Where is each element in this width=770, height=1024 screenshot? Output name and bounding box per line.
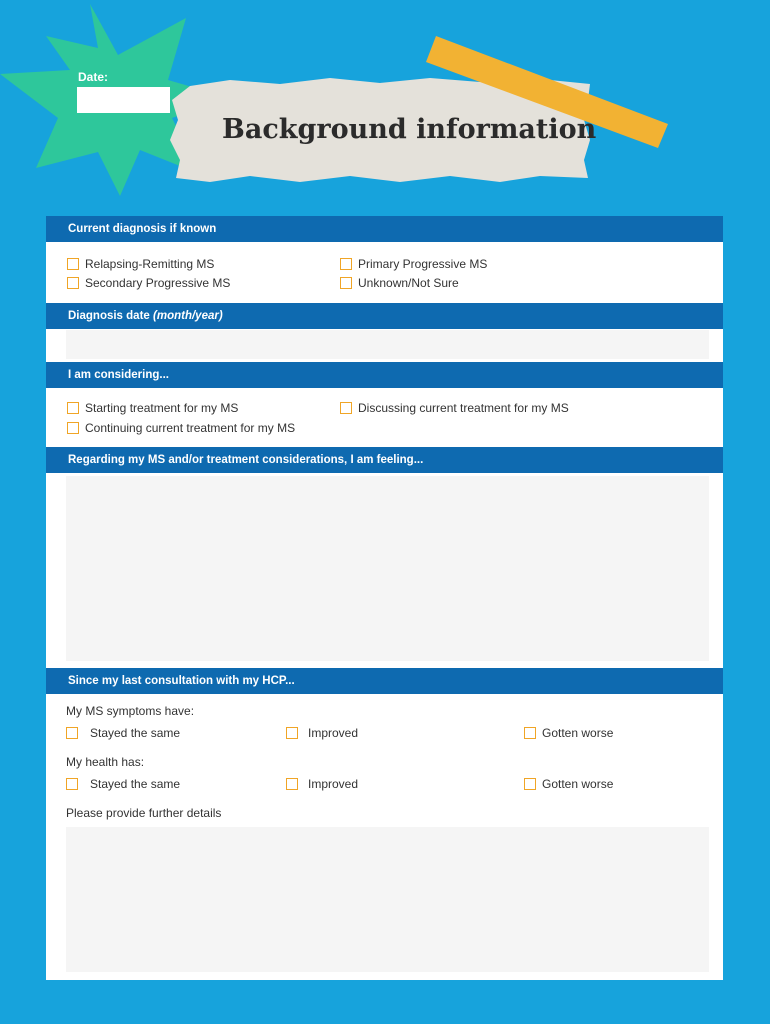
option-discussing-treatment[interactable] [340,401,569,415]
checkbox[interactable] [67,277,79,289]
checkbox[interactable] [66,727,78,739]
symptoms-gotten-worse[interactable] [524,726,613,740]
option-label: Secondary Progressive MS [85,276,231,290]
section-heading-diagnosis-date [46,303,723,329]
health-label: My health has: [66,755,145,769]
checkbox[interactable] [286,778,298,790]
option-label: Starting treatment for my MS [85,401,239,415]
checkbox[interactable] [67,402,79,414]
option-label: Primary Progressive MS [358,257,488,271]
option-label: Stayed the same [90,777,181,791]
section-heading-diagnosis: Current diagnosis if known [46,216,723,242]
health-improved[interactable] [286,777,358,791]
option-label: Improved [308,777,359,791]
symptoms-stayed-same[interactable] [66,726,180,740]
checkbox[interactable] [340,277,352,289]
checkbox[interactable] [67,258,79,270]
option-secondary-progressive[interactable] [67,276,230,290]
heading-hint: (month/year) [153,310,223,322]
option-label: Relapsing-Remitting MS [85,257,215,271]
option-label: Improved [308,726,359,740]
checkbox[interactable] [524,727,536,739]
date-label: Date: [78,70,109,84]
option-unknown[interactable] [340,276,459,290]
form-card [46,216,723,980]
page-title: Background information [222,114,597,145]
health-stayed-same[interactable] [66,777,180,791]
section-heading-since: Since my last consultation with my HCP... [46,668,723,694]
feeling-text-area[interactable] [66,476,709,661]
health-gotten-worse[interactable] [524,777,613,791]
diagnosis-date-field[interactable] [66,330,709,359]
option-primary-progressive[interactable] [340,257,487,271]
option-label: Gotten worse [542,726,614,740]
option-label: Continuing current treatment for my MS [85,421,296,435]
symptoms-label: My MS symptoms have: [66,704,195,718]
option-starting-treatment[interactable] [67,401,238,415]
option-continuing-treatment[interactable] [67,421,295,435]
checkbox[interactable] [67,422,79,434]
section-heading-feeling: Regarding my MS and/or treatment considerations, I am feeling... [46,447,723,473]
checkbox[interactable] [524,778,536,790]
checkbox[interactable] [340,402,352,414]
details-text-area[interactable] [66,827,709,972]
option-label: Stayed the same [90,726,181,740]
heading-text: Diagnosis date [68,310,150,322]
checkbox[interactable] [66,778,78,790]
option-label: Discussing current treatment for my MS [358,401,569,415]
option-relapsing-remitting[interactable] [67,257,214,271]
option-label: Unknown/Not Sure [358,276,459,290]
section-heading-considering: I am considering... [46,362,723,388]
checkbox[interactable] [340,258,352,270]
symptoms-improved[interactable] [286,726,358,740]
date-input[interactable] [77,87,170,113]
checkbox[interactable] [286,727,298,739]
details-label: Please provide further details [66,806,222,820]
option-label: Gotten worse [542,777,614,791]
